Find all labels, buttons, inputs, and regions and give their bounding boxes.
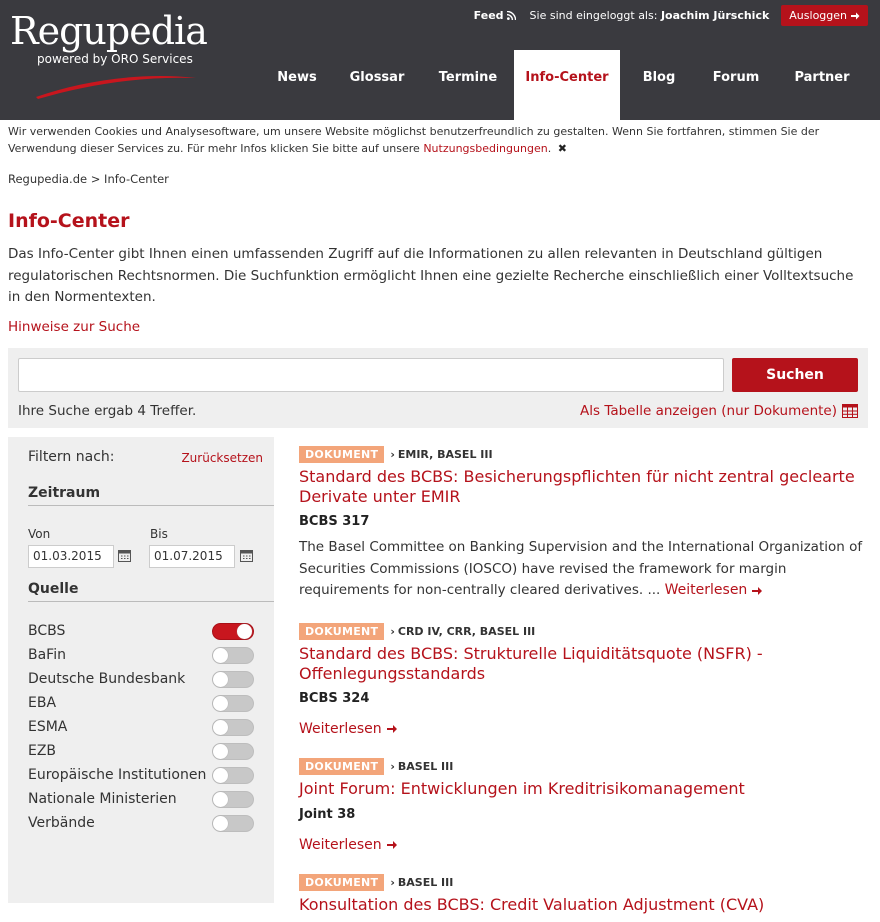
result-topics: BASEL III [397,760,454,773]
breadcrumb [8,172,169,186]
source-toggle[interactable] [212,815,254,832]
source-toggle[interactable] [212,791,254,808]
source-toggle[interactable] [212,743,254,760]
username: Joachim Jürschick [660,9,770,22]
rss-icon [507,11,516,20]
filter-heading: Filtern nach: [28,449,115,465]
nav-blog[interactable]: Blog [642,70,676,85]
nav-partner[interactable]: Partner [794,70,850,85]
breadcrumb-current: Info-Center [104,172,169,186]
result-code: Joint 38 [299,806,356,822]
chevron-right-icon: › [390,760,395,773]
reset-filter-link[interactable]: Zurücksetzen [181,451,263,465]
chevron-right-icon: › [390,625,395,638]
cookie-period: . [547,142,552,155]
logo-title: Regupedia [10,9,207,53]
result-description [299,537,869,602]
top-bar [474,5,868,26]
source-title: Quelle [28,581,79,597]
result-item [299,874,869,915]
read-more-link[interactable] [299,721,398,737]
cookie-text: Wir verwenden Cookies und Analysesoftware, um unsere Website möglichst benutzerfreundlich zu gestalten. Wenn Sie fortfahren, stimmen Sie der Verwendung dieser Services zu. Für mehr Infos klicken Sie bitte auf unsere [8,125,820,155]
logout-button[interactable] [781,5,868,26]
page-title: Info-Center [8,210,130,232]
search-hints-link[interactable]: Hinweise zur Suche [8,319,141,335]
divider [28,505,274,506]
source-toggle[interactable] [212,719,254,736]
result-topics: BASEL III [397,876,454,889]
table-view-label: Als Tabelle anzeigen (nur Dokumente) [580,403,837,419]
logo[interactable] [10,8,207,66]
read-more-link[interactable] [299,837,398,853]
result-item [299,758,869,853]
source-label: ESMA [28,719,68,735]
source-ezb [28,739,254,763]
source-label: BCBS [28,623,66,639]
chevron-right-icon: › [390,448,395,461]
arrow-right-icon [850,11,860,21]
table-view-link[interactable] [580,403,858,419]
date-from-input[interactable]: 01.03.2015 [28,545,114,568]
feed-label: Feed [473,9,504,22]
filter-panel [8,437,274,903]
source-associations [28,811,254,835]
breadcrumb-separator: > [90,172,101,186]
breadcrumb-home[interactable]: Regupedia.de [8,172,88,186]
source-eu-institutions [28,763,254,787]
source-eba [28,691,254,715]
read-more-label: Weiterlesen [664,582,748,598]
result-description-text: The Basel Committee on Banking Supervision and the International Organization of Securities Commissions (IOSCO) have revised the framework for margin requirements for non-centrally cleared derivatives. ... [299,539,863,598]
main-nav [262,50,870,120]
feed-link[interactable] [474,9,516,22]
close-icon[interactable]: ✖ [557,142,567,155]
source-label: EZB [28,743,57,759]
result-title[interactable]: Standard des BCBS: Strukturelle Liquiditätsquote (NSFR) - Offenlegungsstandards [299,644,763,683]
login-prefix: Sie sind eingeloggt als: [529,9,658,22]
nav-glossar[interactable]: Glossar [349,70,405,85]
calendar-icon[interactable] [118,549,131,562]
logo-swoosh [34,68,199,100]
to-label: Bis [150,527,168,541]
source-label: Verbände [28,815,95,831]
document-badge: DOKUMENT [299,758,384,775]
from-label: Von [28,527,51,541]
date-to-input[interactable]: 01.07.2015 [149,545,235,568]
result-count: Ihre Suche ergab 4 Treffer. [18,403,197,419]
arrow-right-icon [386,723,398,735]
result-title[interactable]: Standard des BCBS: Besicherungspflichten für nicht zentral geclearte Derivate unter EMIR [299,467,855,506]
result-item [299,446,869,602]
cookie-notice [8,123,868,157]
read-more-link[interactable] [665,580,764,602]
read-more-label: Weiterlesen [299,721,382,737]
terms-link[interactable]: Nutzungsbedingungen [423,142,548,155]
table-icon [842,404,858,418]
nav-info-center[interactable]: Info-Center [514,50,620,120]
source-label: BaFin [28,647,66,663]
document-badge: DOKUMENT [299,874,384,891]
source-toggle[interactable] [212,623,254,640]
calendar-icon[interactable] [240,549,253,562]
site-header [0,0,880,120]
source-label: Deutsche Bundesbank [28,671,186,687]
result-meta [299,758,869,775]
search-input[interactable] [18,358,724,392]
search-panel [8,348,868,428]
divider [28,601,274,602]
source-label: EBA [28,695,57,711]
source-toggle[interactable] [212,767,254,784]
result-topics: EMIR, BASEL III [397,448,493,461]
result-title[interactable]: Konsultation des BCBS: Credit Valuation Adjustment (CVA) [299,895,765,914]
source-bafin [28,643,254,667]
arrow-right-icon [386,839,398,851]
source-label: Europäische Institutionen [28,767,207,783]
document-badge: DOKUMENT [299,446,384,463]
read-more-label: Weiterlesen [299,836,382,853]
document-badge: DOKUMENT [299,623,384,640]
result-meta [299,446,869,463]
result-meta [299,874,869,891]
period-title: Zeitraum [28,485,101,501]
nav-forum[interactable]: Forum [712,70,760,85]
result-code: BCBS 317 [299,514,370,529]
arrow-right-icon [751,585,763,597]
result-meta [299,623,869,640]
search-button[interactable]: Suchen [732,358,858,392]
source-label: Nationale Ministerien [28,791,177,807]
intro-text: Das Info-Center gibt Ihnen einen umfassenden Zugriff auf die Informationen zu allen relevanten in Deutschland gültigen regulatorischen Rechtsnormen. Die Suchfunktion ermöglicht Ihnen eine gezielte Recherche einschließlich einer Volltextsuche in den Normentexten. [8,246,854,305]
source-bundesbank [28,667,254,691]
source-toggle[interactable] [212,671,254,688]
source-toggle[interactable] [212,695,254,712]
chevron-right-icon: › [390,876,395,889]
logout-label: Ausloggen [789,9,847,22]
source-esma [28,715,254,739]
result-topics: CRD IV, CRR, BASEL III [397,625,536,638]
result-item [299,623,869,737]
login-status [530,9,770,22]
nav-termine[interactable]: Termine [438,70,498,85]
logo-subtitle: powered by ORO Services [37,52,193,66]
source-toggle[interactable] [212,647,254,664]
result-code: BCBS 324 [299,691,370,706]
source-bcbs [28,619,254,643]
nav-news[interactable]: News [277,70,317,85]
source-ministries [28,787,254,811]
result-title[interactable]: Joint Forum: Entwicklungen im Kreditrisikomanagement [299,779,745,798]
